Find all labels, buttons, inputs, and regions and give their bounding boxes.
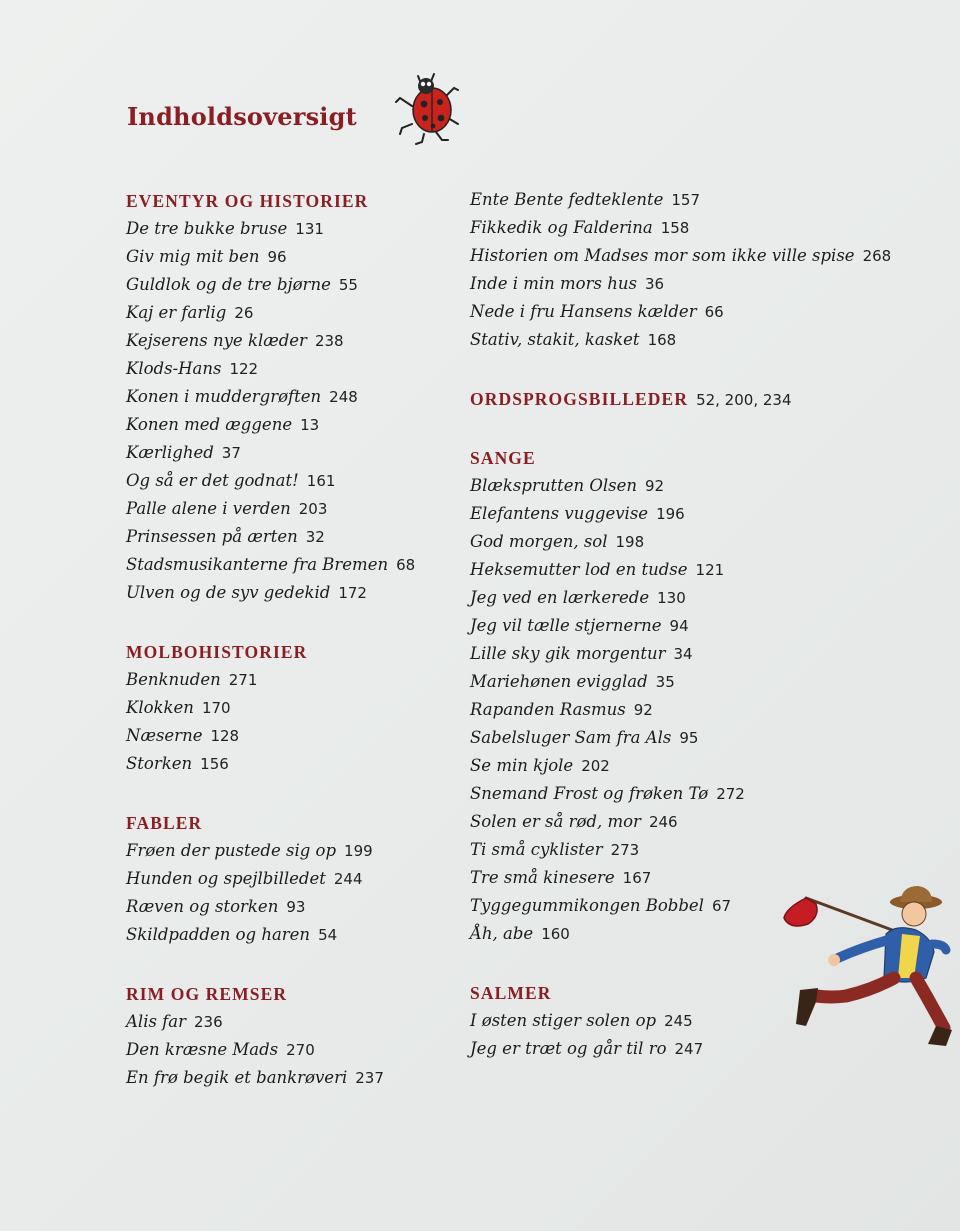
toc-entry xyxy=(126,215,456,243)
entry-title: Kejserens nye klæder xyxy=(126,331,307,350)
entry-page: 156 xyxy=(200,755,229,773)
entry-title: Stadsmusikanterne fra Bremen xyxy=(126,555,389,574)
toc-entry xyxy=(126,327,456,355)
toc-entry xyxy=(470,612,850,640)
entry-title: Kærlighed xyxy=(126,443,214,462)
toc-entry xyxy=(470,214,850,242)
toc-entry xyxy=(470,186,850,214)
entry-page: 94 xyxy=(669,617,689,635)
entry-page: 244 xyxy=(333,870,363,888)
entry-page: 238 xyxy=(314,332,344,350)
entry-title: Frøen der pustede sig op xyxy=(126,841,337,860)
toc-entry xyxy=(126,722,456,750)
entry-page: 271 xyxy=(228,671,258,689)
section-molbohistorier xyxy=(126,639,456,778)
entry-page: 158 xyxy=(660,219,690,237)
toc-entry xyxy=(126,243,456,271)
section-heading: SANGE xyxy=(470,448,536,468)
entry-title: Inde i min mors hus xyxy=(470,274,637,293)
entry-title: Blæksprutten Olsen xyxy=(470,476,638,495)
entry-title: De tre bukke bruse xyxy=(126,219,288,238)
entry-page: 245 xyxy=(664,1012,693,1030)
entry-page: 37 xyxy=(221,444,241,462)
entry-page: 128 xyxy=(210,727,240,745)
entry-title: Solen er så rød, mor xyxy=(470,812,641,831)
entry-page: 172 xyxy=(338,584,367,602)
toc-entry xyxy=(126,1008,456,1036)
entry-title: Ulven og de syv gedekid xyxy=(126,583,331,602)
toc-entry xyxy=(126,551,456,579)
entry-title: Næserne xyxy=(126,726,203,745)
toc-entry xyxy=(470,556,850,584)
entry-page: 32 xyxy=(305,528,325,546)
entry-title: Tre små kinesere xyxy=(470,868,615,887)
toc-entry xyxy=(126,271,456,299)
entry-page: 268 xyxy=(862,247,892,265)
entry-page: 96 xyxy=(267,248,287,266)
entry-page: 26 xyxy=(234,304,254,322)
entry-page: 273 xyxy=(610,841,640,859)
entry-title: God morgen, sol xyxy=(470,532,608,551)
entry-title: Nede i fru Hansens kælder xyxy=(470,302,697,321)
toc-entry xyxy=(470,640,850,668)
entry-page: 196 xyxy=(656,505,685,523)
left-column xyxy=(126,188,456,1092)
rim-og-remser-continuation xyxy=(470,186,892,354)
entry-page: 95 xyxy=(679,729,699,747)
toc-entry xyxy=(126,666,456,694)
entry-page: 168 xyxy=(647,331,677,349)
entry-title: Den kræsne Mads xyxy=(126,1040,279,1059)
section-heading: RIM OG REMSER xyxy=(126,984,288,1004)
entry-title: Klods-Hans xyxy=(126,359,222,378)
entry-title: Alis far xyxy=(126,1012,187,1031)
entry-title: Åh, abe xyxy=(470,924,534,943)
toc-entry xyxy=(470,270,850,298)
toc-entry xyxy=(470,836,850,864)
entry-title: Heksemutter lod en tudse xyxy=(470,560,688,579)
entry-title: Prinsessen på ærten xyxy=(126,527,298,546)
toc-entry xyxy=(470,808,850,836)
toc-entry xyxy=(470,696,850,724)
toc-entry xyxy=(126,523,456,551)
entry-page: 93 xyxy=(286,898,306,916)
entry-page: 122 xyxy=(229,360,259,378)
entry-title: Se min kjole xyxy=(470,756,574,775)
toc-entry xyxy=(126,439,456,467)
entry-page: 203 xyxy=(298,500,328,518)
toc-entry xyxy=(126,1036,456,1064)
entry-title: Tyggegummikongen Bobbel xyxy=(470,896,704,915)
entry-page: 237 xyxy=(355,1069,384,1087)
entry-title: Snemand Frost og frøken Tø xyxy=(470,784,709,803)
section-heading xyxy=(470,386,850,413)
toc-entry xyxy=(470,584,850,612)
entry-title: Kaj er farlig xyxy=(126,303,227,322)
entry-title: Sabelsluger Sam fra Als xyxy=(470,728,672,747)
toc-entry xyxy=(126,355,456,383)
entry-title: Stativ, stakit, kasket xyxy=(470,330,640,349)
ordsprog-heading-text: ORDSPROGSBILLEDER xyxy=(470,389,689,409)
entry-title: Fikkedik og Falderina xyxy=(470,218,653,237)
entry-page: 202 xyxy=(581,757,610,775)
section-heading: EVENTYR OG HISTORIER xyxy=(126,191,369,211)
page-title: Indholdsoversigt xyxy=(127,102,357,131)
toc-entry xyxy=(470,668,850,696)
entry-title: Mariehønen evigglad xyxy=(470,672,648,691)
toc-entry xyxy=(126,921,456,949)
toc-entry xyxy=(470,752,850,780)
entry-page: 92 xyxy=(645,477,665,495)
toc-entry xyxy=(470,298,850,326)
entry-page: 248 xyxy=(329,388,358,406)
toc-entry xyxy=(470,500,850,528)
ladybug-icon xyxy=(392,68,464,148)
ordsprog-pages: 52, 200, 234 xyxy=(696,391,792,409)
entry-page: 13 xyxy=(300,416,320,434)
section-heading: MOLBOHISTORIER xyxy=(126,642,308,662)
entry-page: 170 xyxy=(201,699,231,717)
entry-title: Jeg ved en lærkerede xyxy=(470,588,650,607)
entry-page: 130 xyxy=(657,589,686,607)
toc-entry xyxy=(126,893,456,921)
entry-page: 121 xyxy=(695,561,725,579)
section-ordsprogsbilleder xyxy=(470,386,850,413)
section-sange xyxy=(470,445,850,948)
toc-entry xyxy=(126,694,456,722)
entry-title: Benknuden xyxy=(126,670,221,689)
toc-entry xyxy=(126,750,456,778)
entry-title: Palle alene i verden xyxy=(126,499,291,518)
entry-page: 247 xyxy=(674,1040,704,1058)
section-gap xyxy=(126,949,456,981)
toc-entry xyxy=(126,467,456,495)
entry-title: Klokken xyxy=(126,698,194,717)
entry-page: 167 xyxy=(622,869,652,887)
entry-page: 92 xyxy=(633,701,653,719)
entry-page: 68 xyxy=(396,556,416,574)
toc-entry xyxy=(470,242,892,270)
entry-title: Historien om Madses mor som ikke ville spise xyxy=(470,246,855,265)
entry-page: 34 xyxy=(673,645,693,663)
section-eventyr xyxy=(126,188,456,607)
toc-entry xyxy=(470,724,850,752)
entry-page: 272 xyxy=(716,785,745,803)
toc-entry xyxy=(126,383,456,411)
section-fabler xyxy=(126,810,456,949)
toc-entry xyxy=(470,472,850,500)
section-gap xyxy=(470,354,850,386)
entry-title: Guldlok og de tre bjørne xyxy=(126,275,331,294)
entry-title: Og så er det godnat! xyxy=(126,471,299,490)
toc-entry xyxy=(126,579,456,607)
section-heading: FABLER xyxy=(126,813,203,833)
entry-page: 270 xyxy=(286,1041,315,1059)
section-gap xyxy=(126,778,456,810)
entry-page: 157 xyxy=(671,191,700,209)
entry-title: Giv mig mit ben xyxy=(126,247,260,266)
entry-page: 67 xyxy=(711,897,732,915)
entry-page: 161 xyxy=(306,472,336,490)
toc-entry xyxy=(470,780,850,808)
toc-entry xyxy=(126,411,456,439)
toc-entry xyxy=(126,865,456,893)
entry-title: Storken xyxy=(126,754,193,773)
section-rim-og-remser xyxy=(126,981,456,1092)
toc-entry xyxy=(126,299,456,327)
toc-entry xyxy=(126,837,456,865)
entry-page: 131 xyxy=(295,220,324,238)
entry-title: Ræven og storken xyxy=(126,897,279,916)
entry-page: 198 xyxy=(615,533,645,551)
entry-title: Konen i muddergrøften xyxy=(126,387,322,406)
toc-entry xyxy=(470,528,850,556)
entry-page: 36 xyxy=(644,275,665,293)
section-gap xyxy=(126,607,456,639)
entry-page: 246 xyxy=(648,813,678,831)
section-heading: SALMER xyxy=(470,983,552,1003)
running-boy-icon xyxy=(776,878,956,1058)
entry-page: 160 xyxy=(541,925,570,943)
entry-title: Elefantens vuggevise xyxy=(470,504,649,523)
entry-page: 54 xyxy=(318,926,338,944)
entry-title: Rapanden Rasmus xyxy=(470,700,626,719)
entry-title: Hunden og spejlbilledet xyxy=(126,869,326,888)
section-gap xyxy=(470,413,850,445)
entry-title: Skildpadden og haren xyxy=(126,925,311,944)
entry-page: 199 xyxy=(344,842,373,860)
entry-page: 236 xyxy=(194,1013,223,1031)
entry-page: 55 xyxy=(338,276,358,294)
toc-entry xyxy=(126,495,456,523)
entry-title: En frø begik et bankrøveri xyxy=(126,1068,348,1087)
toc-entry xyxy=(470,326,850,354)
entry-title: Ti små cyklister xyxy=(470,840,603,859)
entry-page: 66 xyxy=(704,303,724,321)
entry-title: I østen stiger solen op xyxy=(470,1011,657,1030)
entry-title: Jeg vil tælle stjernerne xyxy=(470,616,662,635)
entry-title: Jeg er træt og går til ro xyxy=(470,1039,667,1058)
entry-title: Konen med æggene xyxy=(126,415,293,434)
entry-title: Lille sky gik morgentur xyxy=(470,644,666,663)
toc-entry xyxy=(126,1064,456,1092)
entry-page: 35 xyxy=(655,673,675,691)
entry-title: Ente Bente fedteklente xyxy=(470,190,664,209)
